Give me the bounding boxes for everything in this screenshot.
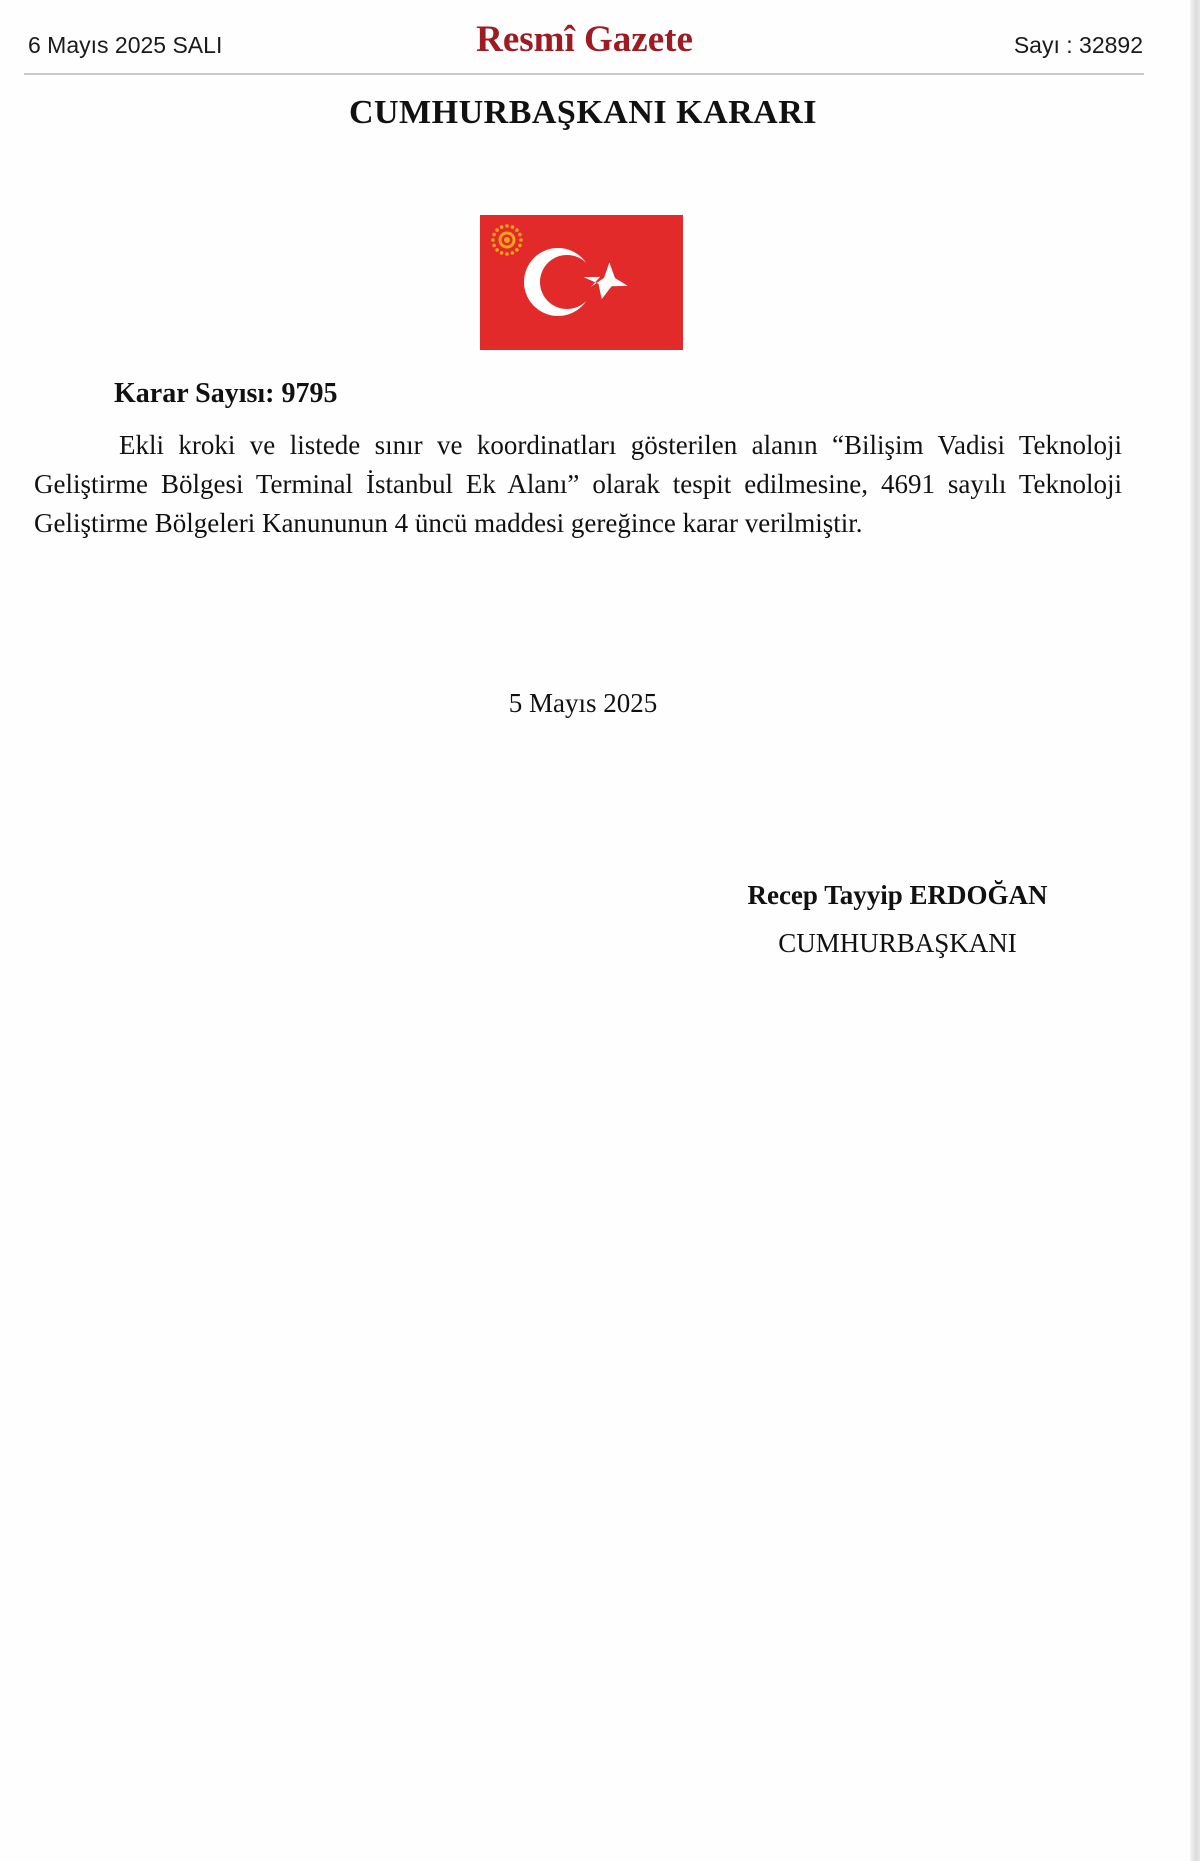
page-edge-shadow <box>1190 0 1200 1861</box>
issue-date: 6 Mayıs 2025 SALI <box>28 32 223 58</box>
issue-number: Sayı : 32892 <box>1013 32 1143 58</box>
gazette-title: Resmî Gazete <box>476 19 693 60</box>
gazette-header <box>26 18 1143 74</box>
signature-block <box>700 875 1095 963</box>
decision-date: 5 Mayıs 2025 <box>508 688 658 718</box>
header-divider <box>24 73 1144 75</box>
document-title: CUMHURBAŞKANI KARARI <box>348 94 818 131</box>
signatory-title: CUMHURBAŞKANI <box>778 928 1017 958</box>
decision-number: Karar Sayısı: 9795 <box>114 378 338 409</box>
signatory-name: Recep Tayyip ERDOĞAN <box>747 880 1048 910</box>
decision-body-text: Ekli kroki ve listede sınır ve koordinatları gösterilen alanın “Bilişim Vadisi Teknoloji Geliştirme Bölgesi Terminal İstanbul Ek Alanı” olarak tespit edilmesine, 4691 sayılı Teknoloji Geliştirme Bölgeleri Kanununun 4 üncü maddesi gereğince karar verilmiştir. <box>34 430 1122 538</box>
turkish-flag-icon <box>480 215 683 350</box>
